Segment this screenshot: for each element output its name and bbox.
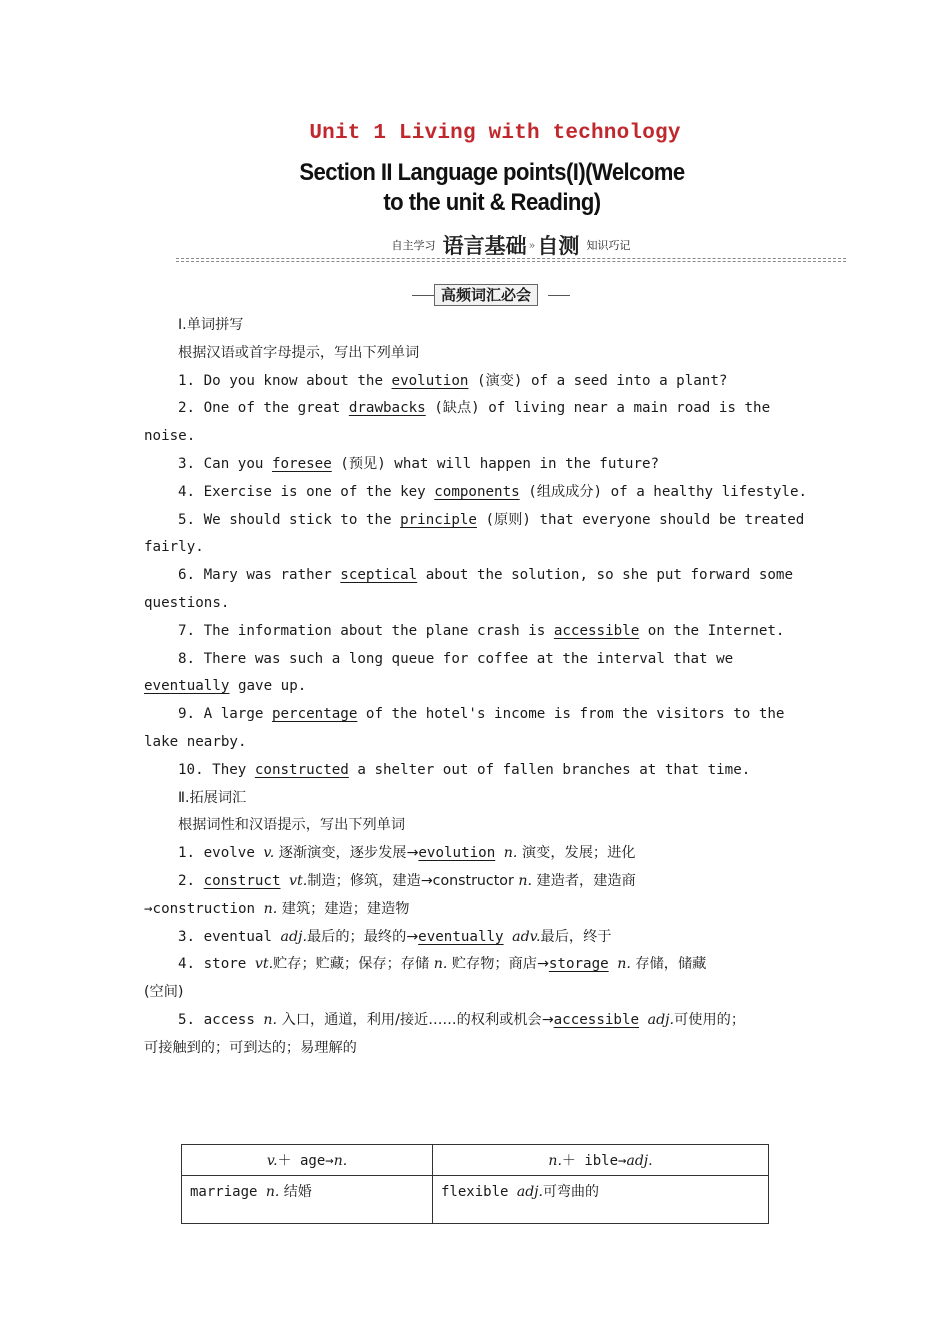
pos-label: adj. bbox=[647, 1011, 675, 1028]
list-item bbox=[144, 395, 820, 423]
item-text: 演变，发展；进化 bbox=[517, 845, 636, 862]
subheader-label: 高频词汇必会 bbox=[434, 284, 538, 306]
answer-word: eventually bbox=[418, 928, 504, 945]
cell-text: 结婚 bbox=[279, 1184, 312, 1200]
item-text: 5. We should stick to the bbox=[178, 511, 401, 528]
vocab-subheader bbox=[412, 284, 572, 306]
item-text: 贮存物；商店→ bbox=[447, 956, 549, 973]
subheader-rule-right bbox=[548, 295, 570, 296]
item-text: 2. bbox=[178, 872, 204, 889]
band-divider-2 bbox=[176, 261, 846, 262]
item-text bbox=[609, 956, 618, 972]
item-text: (原则) that everyone should be treated bbox=[476, 511, 805, 528]
pos-label: n. bbox=[548, 1153, 562, 1169]
band-left-label: 自主学习 bbox=[391, 239, 436, 252]
answer-word: evolution bbox=[418, 845, 496, 862]
item-text: (缺点) of living near a main road is the bbox=[425, 400, 771, 417]
answer-word: drawbacks bbox=[348, 400, 426, 417]
list-item bbox=[144, 368, 820, 396]
item-text: on the Internet. bbox=[639, 622, 785, 639]
pos-label: v. bbox=[263, 845, 275, 862]
item-text: 建造者，建造商 bbox=[531, 872, 636, 889]
answer-word: components bbox=[434, 483, 520, 500]
item-text: 3. Can you bbox=[178, 455, 272, 472]
item-text: 最后的；最终的→ bbox=[306, 928, 419, 945]
item-text: 1. evolve bbox=[178, 845, 264, 862]
list-item: 8. There was such a long queue for coffee at the interval that we bbox=[178, 650, 734, 667]
list-item bbox=[144, 924, 820, 952]
list-item bbox=[144, 868, 820, 896]
list-item bbox=[144, 951, 820, 979]
item-text bbox=[504, 929, 513, 945]
list-item bbox=[144, 562, 820, 590]
item-text: (演变) of a seed into a plant? bbox=[468, 372, 728, 389]
pos-label: n. bbox=[263, 900, 278, 917]
pos-label: adj. bbox=[280, 928, 307, 945]
band-center-b: 自测 bbox=[537, 233, 580, 258]
item-text: of the hotel's income is from the visitors to the bbox=[357, 706, 785, 723]
answer-word: accessible bbox=[553, 1011, 640, 1028]
cell-text: flexible bbox=[441, 1184, 517, 1200]
list-item-continuation: lake nearby. bbox=[144, 733, 247, 750]
list-item bbox=[144, 451, 820, 479]
item-text: 5. access bbox=[178, 1011, 264, 1028]
list-item bbox=[144, 840, 820, 868]
subheader-rule-left bbox=[412, 295, 436, 296]
item-text: 存储，储藏 bbox=[630, 956, 707, 973]
item-text: 3. eventual bbox=[178, 928, 281, 945]
answer-word: accessible bbox=[553, 622, 640, 639]
pos-label: n. bbox=[333, 1153, 348, 1169]
pos-label: v. bbox=[266, 1153, 278, 1169]
item-text: 入口，通道，利用/接近……的权利或机会→ bbox=[277, 1011, 554, 1028]
answer-word: constructed bbox=[254, 761, 349, 778]
band-content bbox=[176, 230, 846, 260]
part1-instruction: 根据汉语或首字母提示，写出下列单词 bbox=[178, 344, 420, 361]
answer-word: evolution bbox=[391, 372, 469, 389]
section-title-line2: to the unit & Reading) bbox=[383, 189, 601, 216]
item-text: 1. Do you know about the bbox=[178, 372, 392, 389]
list-item bbox=[144, 757, 820, 785]
section-band bbox=[176, 230, 846, 262]
header-text: ＋ age→ bbox=[277, 1153, 334, 1169]
cell-text: marriage bbox=[190, 1184, 266, 1200]
list-item bbox=[144, 618, 820, 646]
pos-label: adv. bbox=[512, 928, 541, 945]
word-formation-table bbox=[181, 1144, 769, 1224]
list-item bbox=[144, 1007, 820, 1035]
answer-word: principle bbox=[400, 511, 477, 528]
item-text: (组成成分) of a healthy lifestyle. bbox=[519, 483, 808, 500]
item-text: 2. One of the great bbox=[178, 400, 349, 417]
list-item-continuation: questions. bbox=[144, 594, 230, 611]
answer-word: construct bbox=[203, 872, 281, 889]
table-cell bbox=[433, 1176, 769, 1224]
item-text: 逐渐演变，逐步发展→ bbox=[274, 845, 419, 862]
item-text: →construction bbox=[144, 900, 264, 917]
list-item-continuation: noise. bbox=[144, 428, 196, 445]
band-divider bbox=[176, 258, 846, 259]
double-chevron-icon: » bbox=[528, 239, 536, 252]
list-item bbox=[144, 507, 820, 535]
item-text: a shelter out of fallen branches at that time. bbox=[348, 761, 751, 778]
pos-label: n. bbox=[265, 1184, 280, 1200]
section-title bbox=[39, 158, 944, 218]
list-item-continuation bbox=[144, 896, 820, 924]
answer-word: sceptical bbox=[340, 567, 418, 584]
pos-label: n. bbox=[263, 1011, 278, 1028]
list-item-continuation bbox=[144, 673, 820, 701]
item-text bbox=[639, 1012, 648, 1028]
list-item-continuation: (空间) bbox=[144, 984, 184, 1001]
list-item-continuation: 可接触到的；可到达的；易理解的 bbox=[144, 1039, 357, 1056]
table-row bbox=[182, 1176, 769, 1224]
item-text: 6. Mary was rather bbox=[178, 567, 341, 584]
pos-label: adj. bbox=[516, 1184, 543, 1200]
item-text: 4. store bbox=[178, 956, 255, 973]
item-text: 7. The information about the plane crash is bbox=[178, 622, 554, 639]
answer-word: storage bbox=[548, 956, 609, 973]
item-text: 最后，终于 bbox=[540, 928, 612, 945]
pos-label: vt. bbox=[289, 872, 308, 889]
answer-word: foresee bbox=[271, 455, 332, 472]
pos-label: adj. bbox=[626, 1153, 653, 1169]
section-title-line1: Section II Language points(I)(Welcome bbox=[299, 159, 685, 186]
header-text: ＋ ible→ bbox=[561, 1153, 627, 1169]
pos-label: n. bbox=[518, 872, 532, 889]
cell-text: 可弯曲的 bbox=[542, 1184, 599, 1200]
table-header-cell bbox=[182, 1145, 433, 1176]
item-text bbox=[281, 873, 290, 889]
item-text: 4. Exercise is one of the key bbox=[178, 483, 435, 500]
item-text: gave up. bbox=[229, 678, 307, 695]
list-item-continuation: fairly. bbox=[144, 539, 204, 556]
item-text: (预见) what will happen in the future? bbox=[331, 455, 660, 472]
answer-word: percentage bbox=[271, 706, 358, 723]
part2-heading: Ⅱ.拓展词汇 bbox=[178, 789, 247, 806]
item-text: 建筑；建造；建造物 bbox=[277, 900, 410, 917]
item-text bbox=[495, 845, 504, 861]
item-text: 制造；修筑，建造→constructor bbox=[307, 872, 519, 889]
pos-label: vt. bbox=[254, 956, 274, 973]
part1-heading: Ⅰ.单词拼写 bbox=[178, 317, 244, 333]
band-center-a: 语言基础 bbox=[442, 233, 527, 258]
part2-instruction: 根据词性和汉语提示，写出下列单词 bbox=[178, 817, 406, 834]
content bbox=[144, 312, 820, 1063]
answer-word: eventually bbox=[144, 678, 230, 695]
list-item bbox=[144, 701, 820, 729]
item-text: 10. They bbox=[178, 761, 255, 778]
pos-label: n. bbox=[433, 956, 448, 973]
item-text: about the solution, so she put forward some bbox=[417, 567, 794, 584]
item-text: 贮存；贮藏；保存；存储 bbox=[273, 956, 434, 973]
item-text: 可使用的； bbox=[674, 1011, 746, 1028]
item-text: 9. A large bbox=[178, 706, 272, 723]
table-header-row bbox=[182, 1145, 769, 1176]
pos-label: n. bbox=[617, 956, 631, 973]
pos-label: n. bbox=[503, 845, 518, 862]
list-item bbox=[144, 479, 820, 507]
unit-title: Unit 1 Living with technology bbox=[309, 122, 681, 145]
table-cell bbox=[182, 1176, 433, 1224]
band-right-label: 知识巧记 bbox=[586, 239, 631, 252]
table-header-cell bbox=[433, 1145, 769, 1176]
